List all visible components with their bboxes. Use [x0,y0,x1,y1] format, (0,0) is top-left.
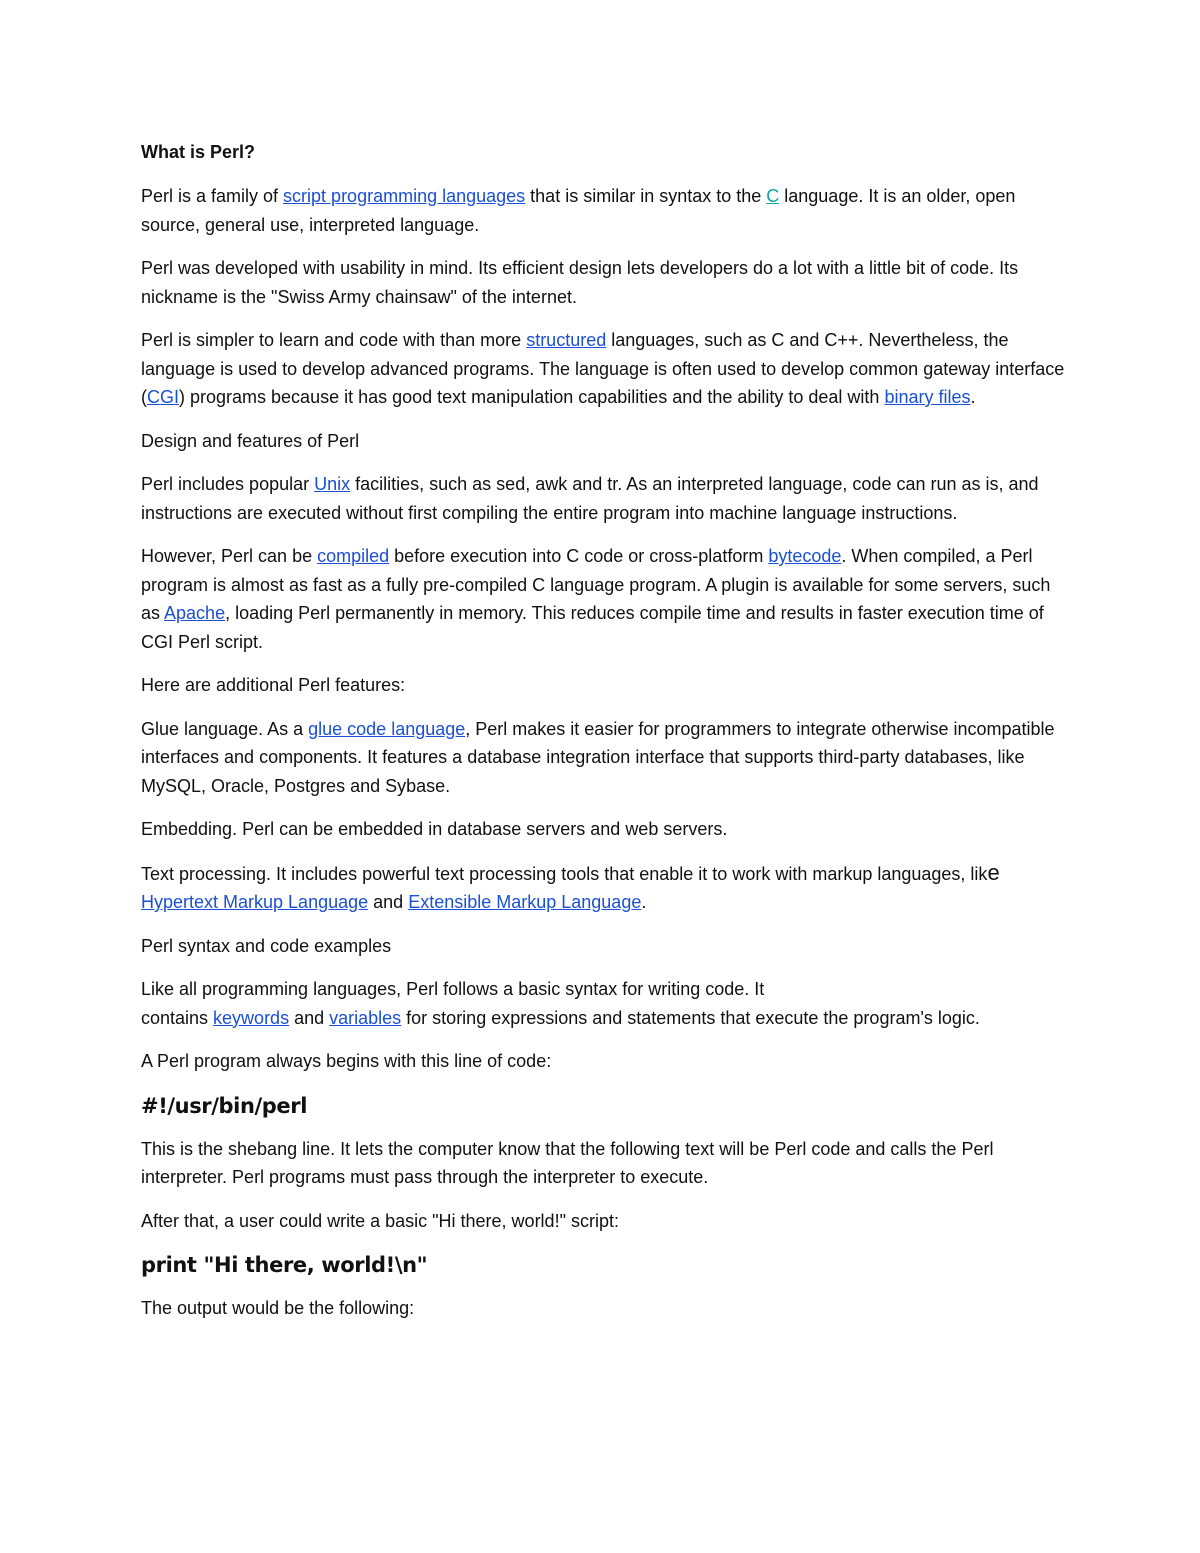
paragraph-syntax [141,975,1066,1032]
document-page [141,138,1066,1338]
text-run: Glue language. As a [141,718,309,739]
text-run: and [368,892,409,912]
text-run: Perl is simpler to learn and code with than more [141,330,527,350]
paragraph-embedding: Embedding. Perl can be embedded in database servers and web servers. [141,819,728,839]
paragraph-intro [141,182,1066,239]
text-run: Perl is a family of [141,186,284,206]
link-unix[interactable]: Unix [314,474,351,494]
paragraph-program-begins: A Perl program always begins with this line of code: [141,1051,552,1071]
paragraph-shebang-explained: This is the shebang line. It lets the computer know that the following text will be Perl code and calls the Perl interpreter. Perl programs must pass through the interpreter to execute. [141,1138,994,1187]
link-compiled[interactable]: compiled [317,546,390,566]
text-run: However, Perl can be [141,546,318,566]
link-keywords[interactable]: keywords [213,1007,290,1028]
section-heading-syntax: Perl syntax and code examples [141,935,392,956]
link-c-language[interactable]: C [766,186,780,206]
paragraph-output: The output would be the following: [141,1298,415,1318]
text-run: Text processing. It includes powerful text processing tools that enable it to work with markup languages, lik [141,863,988,884]
paragraph-additional-features: Here are additional Perl features: [141,675,406,695]
text-run: for storing expressions and statements that execute the program's logic. [401,1007,980,1028]
text-run: languages, such as C and C++. Nevertheless, the language is used to develop advanced programs. The language is often used to develop common gateway interface ( [141,330,1065,407]
code-print-statement: print "Hi there, world!\n" [141,1253,428,1277]
link-variables[interactable]: variables [329,1007,402,1028]
link-cgi[interactable]: CGI [147,387,180,407]
text-run: , loading Perl permanently in memory. This reduces compile time and results in faster execution time of CGI Perl script. [141,603,1044,652]
text-run: that is similar in syntax to the [525,186,767,206]
paragraph-unix [141,470,1066,527]
paragraph-structured [141,326,1066,412]
text-run: before execution into C code or cross-platform [389,546,769,566]
paragraph-text-processing [141,859,1066,917]
link-hypertext-markup-language[interactable]: Hypertext Markup Language [141,892,369,912]
paragraph-hello-script: After that, a user could write a basic "Hi there, world!" script: [141,1210,619,1231]
text-run: . When compiled, a Perl program is almost as fast as a fully pre-compiled C language program. A plugin is available for some servers, such as [141,546,1051,623]
paragraph-compiled [141,542,1066,656]
link-binary-files[interactable]: binary files [884,387,971,407]
code-shebang-line: #!/usr/bin/perl [141,1093,307,1118]
text-run: . [970,387,976,407]
text-run: ) programs because it has good text manipulation capabilities and the ability to deal with [179,387,885,407]
link-glue-code-language[interactable]: glue code language [308,718,466,739]
link-apache[interactable]: Apache [164,603,226,623]
text-run: Like all programming languages, Perl follows a basic syntax for writing code. It [141,979,765,999]
paragraph-usability: Perl was developed with usability in mind. Its efficient design lets developers do a lot with a little bit of code. Its nickname is the "Swiss Army chainsaw" of the internet. [141,258,1019,307]
link-extensible-markup-language[interactable]: Extensible Markup Language [408,892,642,912]
text-run: language. It is an older, open source, general use, interpreted language. [141,186,1016,235]
paragraph-glue-language [141,715,1066,801]
document-title: What is Perl? [141,142,256,162]
text-run: facilities, such as sed, awk and tr. As an interpreted language, code can run as is, and instructions are executed without first compiling the entire program into machine language instructions. [141,474,1039,523]
text-run: Perl includes popular [141,474,315,494]
link-script-programming-languages[interactable]: script programming languages [283,186,526,206]
link-structured[interactable]: structured [526,330,607,350]
text-run: contains [141,1007,214,1028]
link-bytecode[interactable]: bytecode [768,546,842,566]
text-run: , Perl makes it easier for programmers to integrate otherwise incompatible interfaces and components. It features a database integration interface that supports third-party databases, like MySQL, Oracle, Postgres and Sybase. [141,718,1055,796]
text-run: . [641,892,647,912]
text-run: e [987,859,1000,885]
text-run: and [289,1007,330,1028]
section-heading-design: Design and features of Perl [141,430,360,451]
